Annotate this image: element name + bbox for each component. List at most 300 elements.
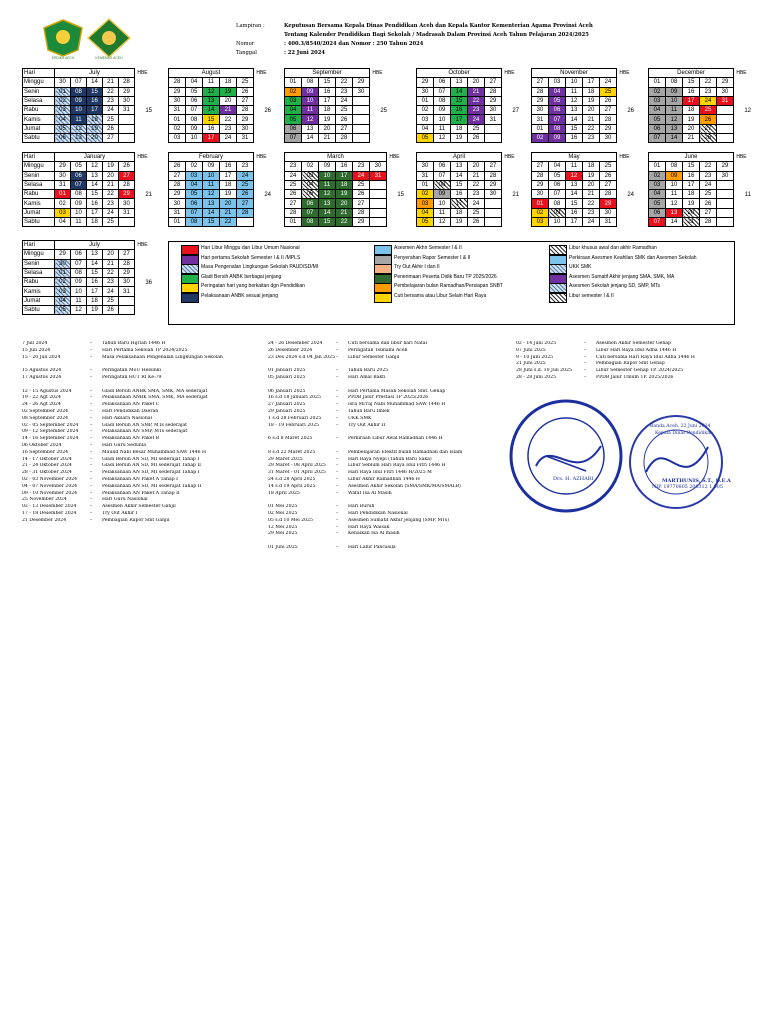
event-date: 21 Desember 2024 <box>22 517 67 523</box>
he-value: 27 <box>512 108 519 114</box>
legend-swatch <box>549 255 567 265</box>
calendar-row <box>23 306 151 315</box>
date-cell: 11 <box>666 106 683 115</box>
date-cell: 31 <box>55 180 71 189</box>
event-name: Asesmen Akhir Sekolah (SMA/SMK/MA/SMALB) <box>348 483 461 489</box>
event-dash: – <box>90 510 93 516</box>
date-cell <box>717 106 734 115</box>
event-date: 28 - 28 Juni 2025 <box>516 374 557 380</box>
event-name: Hari Raya Nyepi (Tahun Baru Saka) <box>348 456 432 462</box>
he-spacer <box>254 180 270 189</box>
event-date <box>268 429 336 436</box>
date-cell: 28 <box>237 106 254 115</box>
calendar-row <box>532 199 633 208</box>
event-row <box>22 470 252 477</box>
calendar-row <box>23 96 151 105</box>
event-row <box>22 382 252 389</box>
event-row <box>268 375 498 382</box>
date-cell: 16 <box>566 134 583 143</box>
month-table <box>531 152 633 227</box>
calendar-row <box>285 199 403 208</box>
event-dash: – <box>336 388 339 394</box>
event-dash: – <box>336 402 339 408</box>
calendar-row <box>417 87 518 96</box>
event-name: Pelaksanaan AN Paket C <box>102 402 160 408</box>
event-date: 24 - 26 Agt 2024 <box>22 402 61 408</box>
calendar-row <box>532 124 633 133</box>
date-cell: 15 <box>203 218 220 227</box>
date-cell: 05 <box>186 190 203 199</box>
date-cell: 30 <box>370 162 387 171</box>
event-name: Masa Pelaksanaan Pengenalan Lingkungan Sekolah <box>102 354 223 360</box>
he-label: HBE <box>256 70 267 77</box>
event-name: Libur Seblum Hari Raya Idul Fitri 1446 H <box>348 463 446 469</box>
event-dash: – <box>90 436 93 442</box>
event-dash: – <box>336 456 339 462</box>
he-spacer <box>254 208 270 217</box>
date-cell <box>353 115 370 124</box>
date-cell: 28 <box>532 87 549 96</box>
calendar-row <box>23 218 151 227</box>
date-cell: 15 <box>319 78 336 87</box>
logo-kemenag <box>86 18 132 58</box>
calendar-row <box>169 218 270 227</box>
date-cell: 28 <box>119 180 135 189</box>
header-value: Keputusan Bersama Kepala Dinas Pendidikan Aceh dan Kepala Kantor Kementerian Agama Provinsi Aceh <box>284 23 593 29</box>
date-cell: 15 <box>203 115 220 124</box>
date-cell: 06 <box>434 162 451 171</box>
day-label: Hari <box>23 153 55 162</box>
he-spacer <box>502 171 518 180</box>
event-row <box>268 457 498 464</box>
date-cell: 30 <box>717 171 734 180</box>
date-cell: 14 <box>451 171 468 180</box>
calendar-row <box>23 208 151 217</box>
event-name: Try Out Akhir II <box>348 422 386 428</box>
he-spacer <box>387 171 403 180</box>
event-date: 02 Mei 2025 <box>268 510 298 516</box>
month-name: June <box>649 153 734 162</box>
calendar-row <box>285 190 403 199</box>
signatory-right-nip: NIP. 19770805 200312 1 005 <box>652 485 723 490</box>
calendar-row <box>23 250 151 259</box>
legend-item <box>374 293 503 303</box>
date-cell: 25 <box>103 218 119 227</box>
event-dash: – <box>90 456 93 462</box>
date-cell: 24 <box>353 171 370 180</box>
event-row <box>516 341 746 348</box>
date-cell: 21 <box>683 218 700 227</box>
date-cell: 29 <box>119 87 135 96</box>
he-spacer <box>734 162 750 171</box>
event-dash <box>336 497 348 504</box>
month-table <box>416 68 518 143</box>
event-name: Wafat Isa Al Masih <box>348 490 392 496</box>
date-cell: 05 <box>549 171 566 180</box>
event-dash: – <box>336 510 339 516</box>
event-date <box>22 361 90 368</box>
date-cell: 31 <box>417 171 434 180</box>
date-cell: 27 <box>119 171 135 180</box>
he-spacer <box>370 115 386 124</box>
events-column <box>22 341 252 525</box>
date-cell: 23 <box>103 278 119 287</box>
calendar-row <box>532 218 633 227</box>
event-date: 15 Juli 2024 <box>22 347 51 353</box>
date-cell: 12 <box>434 218 451 227</box>
event-row <box>22 361 252 368</box>
calendar-row <box>169 106 270 115</box>
date-cell: 26 <box>700 115 717 124</box>
calendar-row <box>417 199 518 208</box>
date-cell: 10 <box>186 134 203 143</box>
legend-text: Asesmen Sumatif Akhir jenjang SMA, SMK, MA <box>569 273 675 280</box>
event-dash: – <box>90 341 93 346</box>
date-cell: 24 <box>583 218 600 227</box>
date-cell: 15 <box>683 162 700 171</box>
calendar-row <box>532 115 633 124</box>
event-name <box>102 382 252 389</box>
he-spacer <box>135 268 151 277</box>
date-cell: 17 <box>319 96 336 105</box>
event-name: Pelaksanaan AN SD, MI sederajat Tahap II <box>102 483 202 489</box>
month-name: May <box>532 153 617 162</box>
date-cell: 24 <box>700 96 717 105</box>
event-dash: – <box>90 347 93 353</box>
legend-text: Libur semester I & II <box>569 292 614 299</box>
date-cell: 28 <box>700 218 717 227</box>
date-cell: 09 <box>71 96 87 105</box>
date-cell: 26 <box>700 199 717 208</box>
legend-text: Libur khusus awal dan akhir Ramadhan <box>569 245 657 251</box>
legend-item <box>549 283 697 293</box>
date-cell: 09 <box>434 106 451 115</box>
he-spacer <box>617 96 633 105</box>
header-key: Nomor <box>236 41 255 47</box>
legend <box>168 241 735 325</box>
month-table <box>284 152 403 227</box>
header-value: : 22 Juni 2024 <box>284 50 325 56</box>
event-date: 14 - 17 Oktober 2024 <box>22 456 72 462</box>
date-cell: 24 <box>103 106 119 115</box>
date-cell: 09 <box>666 87 683 96</box>
legend-text: Cuti bersama atau Libur Selain Hari Raya <box>394 292 487 299</box>
he-label: HBE <box>372 70 383 77</box>
date-cell: 24 <box>285 171 302 180</box>
he-value: 24 <box>627 192 634 198</box>
date-cell <box>717 208 734 217</box>
date-cell: 06 <box>186 199 203 208</box>
legend-swatch <box>374 255 392 265</box>
date-cell: 20 <box>683 208 700 217</box>
he-spacer <box>135 306 151 315</box>
event-dash: – <box>336 483 339 489</box>
month-september <box>284 68 386 143</box>
event-dash: – <box>336 341 339 346</box>
date-cell: 21 <box>103 259 119 268</box>
event-dash: – <box>336 490 339 496</box>
date-cell: 16 <box>566 208 583 217</box>
date-cell: 12 <box>71 124 87 133</box>
date-cell: 20 <box>468 78 485 87</box>
date-cell: 06 <box>186 96 203 105</box>
event-row <box>268 531 498 538</box>
date-cell: 04 <box>55 218 71 227</box>
date-cell: 31 <box>169 208 186 217</box>
date-cell: 11 <box>71 218 87 227</box>
legend-swatch <box>181 264 199 274</box>
date-cell: 14 <box>566 190 583 199</box>
event-date: 29 Mei 2025 <box>268 531 298 537</box>
date-cell: 11 <box>566 162 583 171</box>
signatory-right-place: Banda Aceh, 22 Juni 2024 <box>650 424 711 429</box>
calendar-row <box>169 69 270 78</box>
event-name: Hari Pertama Sekolah TP 2024/2025 <box>102 347 188 353</box>
date-cell: 15 <box>87 87 103 96</box>
calendar-row <box>649 162 750 171</box>
date-cell: 22 <box>583 199 600 208</box>
date-cell: 30 <box>600 208 617 217</box>
event-date: 01 Mei 2025 <box>268 504 298 510</box>
calendar-row <box>169 190 270 199</box>
date-cell: 27 <box>169 171 186 180</box>
calendar-row <box>649 218 750 227</box>
header-key: Lampiran : <box>236 23 265 29</box>
event-name: Peringatan Tsunami Aceh <box>348 347 408 353</box>
he-spacer <box>617 180 633 189</box>
date-cell: 13 <box>451 162 468 171</box>
calendar-row <box>285 208 403 217</box>
legend-swatch <box>549 274 567 284</box>
date-cell: 27 <box>485 162 502 171</box>
date-cell: 17 <box>220 171 237 180</box>
day-label: Selasa <box>23 268 55 277</box>
event-dash: – <box>90 415 93 421</box>
date-cell <box>119 306 135 315</box>
date-cell: 23 <box>468 190 485 199</box>
event-name: Cuti bersama Hari Raya Idul Adha 1446 H <box>596 354 695 360</box>
date-cell: 04 <box>302 180 319 189</box>
calendar-row <box>285 218 403 227</box>
month-table <box>22 68 151 143</box>
he-spacer <box>254 134 270 143</box>
calendar-row <box>23 296 151 305</box>
date-cell <box>370 208 387 217</box>
he-spacer <box>135 124 151 133</box>
date-cell: 01 <box>649 78 666 87</box>
date-cell: 05 <box>186 87 203 96</box>
month-name: December <box>649 69 734 78</box>
event-row <box>22 484 252 491</box>
date-cell: 07 <box>71 259 87 268</box>
he-spacer <box>254 124 270 133</box>
date-cell: 17 <box>566 218 583 227</box>
date-cell: 25 <box>353 180 370 189</box>
date-cell: 01 <box>55 190 71 199</box>
calendar-row <box>285 78 386 87</box>
he-label: HBE <box>736 70 747 77</box>
he-spacer <box>135 171 151 180</box>
he-spacer <box>502 180 518 189</box>
date-cell: 02 <box>532 134 549 143</box>
event-row <box>22 511 252 518</box>
event-name: Hari Guru Nasional <box>102 497 148 503</box>
event-name: Kenaikan Isa Al masih <box>348 531 400 537</box>
he-spacer <box>734 180 750 189</box>
date-cell: 12 <box>666 115 683 124</box>
header-key: Tanggal <box>236 50 257 56</box>
he-value: 11 <box>744 192 751 198</box>
header-key <box>236 31 284 40</box>
date-cell: 20 <box>583 180 600 189</box>
date-cell: 12 <box>566 96 583 105</box>
calendar-row <box>169 180 270 189</box>
event-name: Pembelajaran Efektif bulan Ramadhan dan Islam <box>348 449 463 455</box>
date-cell: 11 <box>71 115 87 124</box>
event-dash: – <box>584 368 587 374</box>
date-cell: 07 <box>434 171 451 180</box>
date-cell <box>485 208 502 217</box>
event-dash <box>90 382 102 389</box>
date-cell: 08 <box>666 162 683 171</box>
event-dash: – <box>336 395 339 401</box>
day-label: Selasa <box>23 96 55 105</box>
event-date: 24 - 26 Desember 2024 <box>268 341 323 346</box>
date-cell: 07 <box>285 134 302 143</box>
calendar-row <box>532 180 633 189</box>
date-cell: 03 <box>55 106 71 115</box>
date-cell: 14 <box>87 180 103 189</box>
he-spacer <box>502 162 518 171</box>
date-cell: 09 <box>71 199 87 208</box>
date-cell: 28 <box>600 115 617 124</box>
event-name: Pelaksanaan AN SMP, MTs sederajat <box>102 429 188 435</box>
date-cell: 07 <box>649 134 666 143</box>
date-cell: 04 <box>549 162 566 171</box>
date-cell: 23 <box>583 208 600 217</box>
he-spacer <box>387 162 403 171</box>
date-cell: 11 <box>319 180 336 189</box>
date-cell: 04 <box>549 87 566 96</box>
event-dash: – <box>90 490 93 496</box>
event-row <box>22 457 252 464</box>
event-row <box>22 423 252 430</box>
he-label: HBE <box>137 154 148 161</box>
date-cell: 12 <box>666 199 683 208</box>
event-date: 05 s.d 10 Mei 2025 <box>268 517 313 523</box>
date-cell: 13 <box>203 199 220 208</box>
date-cell: 10 <box>434 199 451 208</box>
date-cell: 18 <box>87 218 103 227</box>
event-name: Cuti bersama dan libur hari Natal <box>348 341 427 346</box>
calendar-row <box>169 162 270 171</box>
date-cell: 07 <box>186 106 203 115</box>
calendar-row <box>417 180 518 189</box>
calendar-row <box>649 199 750 208</box>
calendar-row <box>23 162 151 171</box>
event-name: Hari Pertama Masuk Sekolah Smt. Genap <box>348 388 446 394</box>
event-date <box>22 382 90 389</box>
legend-item <box>549 274 697 284</box>
calendar-row <box>649 69 750 78</box>
event-date <box>268 538 336 545</box>
date-cell: 27 <box>285 199 302 208</box>
event-name: Hari Raya Idul Fitri 1446 H/2025 M <box>348 470 432 476</box>
date-cell <box>717 115 734 124</box>
event-row <box>268 443 498 450</box>
event-dash: – <box>336 347 339 353</box>
he-spacer <box>617 208 633 217</box>
month-august <box>168 68 270 143</box>
legend-column <box>549 245 697 303</box>
date-cell: 19 <box>583 96 600 105</box>
he-spacer <box>254 96 270 105</box>
date-cell: 11 <box>666 190 683 199</box>
event-row <box>268 348 498 355</box>
day-label: Jumat <box>23 208 55 217</box>
he-spacer <box>734 115 750 124</box>
event-row <box>268 355 498 362</box>
event-name: Libur Semester Ganjil <box>348 354 400 360</box>
date-cell: 23 <box>353 162 370 171</box>
event-name: Gladi Bersih AN SD, MI sederajat Tahap II <box>102 463 201 469</box>
date-cell: 21 <box>683 134 700 143</box>
he-spacer <box>734 124 750 133</box>
calendar-row <box>417 208 518 217</box>
he-spacer <box>617 87 633 96</box>
he-spacer <box>617 134 633 143</box>
legend-item <box>549 255 697 265</box>
date-cell: 24 <box>220 134 237 143</box>
calendar-row <box>169 124 270 133</box>
date-cell: 28 <box>532 171 549 180</box>
he-spacer <box>617 218 633 227</box>
event-name: Gladi Bersih AN SMP, MTs sederajat <box>102 422 187 428</box>
event-dash: – <box>584 361 587 367</box>
event-row <box>22 355 252 362</box>
event-date: 29 Maret 2025 <box>268 456 303 462</box>
date-cell: 29 <box>119 268 135 277</box>
month-table <box>168 152 270 227</box>
date-cell: 13 <box>666 124 683 133</box>
date-cell: 31 <box>119 106 135 115</box>
date-cell: 15 <box>451 96 468 105</box>
event-name: PPDB Jalur Prestasi TP 2025/2026 <box>348 395 429 401</box>
date-cell <box>485 134 502 143</box>
date-cell: 11 <box>434 208 451 217</box>
header-row <box>236 22 593 31</box>
event-date: 9 - 10 Juni 2025 <box>516 354 554 360</box>
event-dash: – <box>336 476 339 482</box>
event-name: Hari Lahir Pancasila <box>348 544 396 550</box>
month-name: April <box>417 153 502 162</box>
event-date: 25 November 2024 <box>22 497 67 503</box>
date-cell: 27 <box>336 124 353 133</box>
date-cell: 10 <box>302 96 319 105</box>
legend-text: Gladi Bersih ANBK berbagai jenjang <box>201 273 282 280</box>
event-dash <box>336 429 348 436</box>
he-spacer <box>370 87 386 96</box>
legend-text: Hari Libur Minggu dan Libur Umum Nasional <box>201 245 300 251</box>
date-cell: 27 <box>237 96 254 105</box>
date-cell: 23 <box>700 87 717 96</box>
signatory-left-name: Drs. H. AZHARI <box>553 476 594 482</box>
event-dash: – <box>336 436 339 442</box>
event-date: 29 Maret - 08 April 2025 <box>268 463 326 469</box>
date-cell: 05 <box>417 218 434 227</box>
date-cell: 20 <box>103 171 119 180</box>
signatory-right-title: Kepala Dinas Pendidikan <box>655 431 713 436</box>
